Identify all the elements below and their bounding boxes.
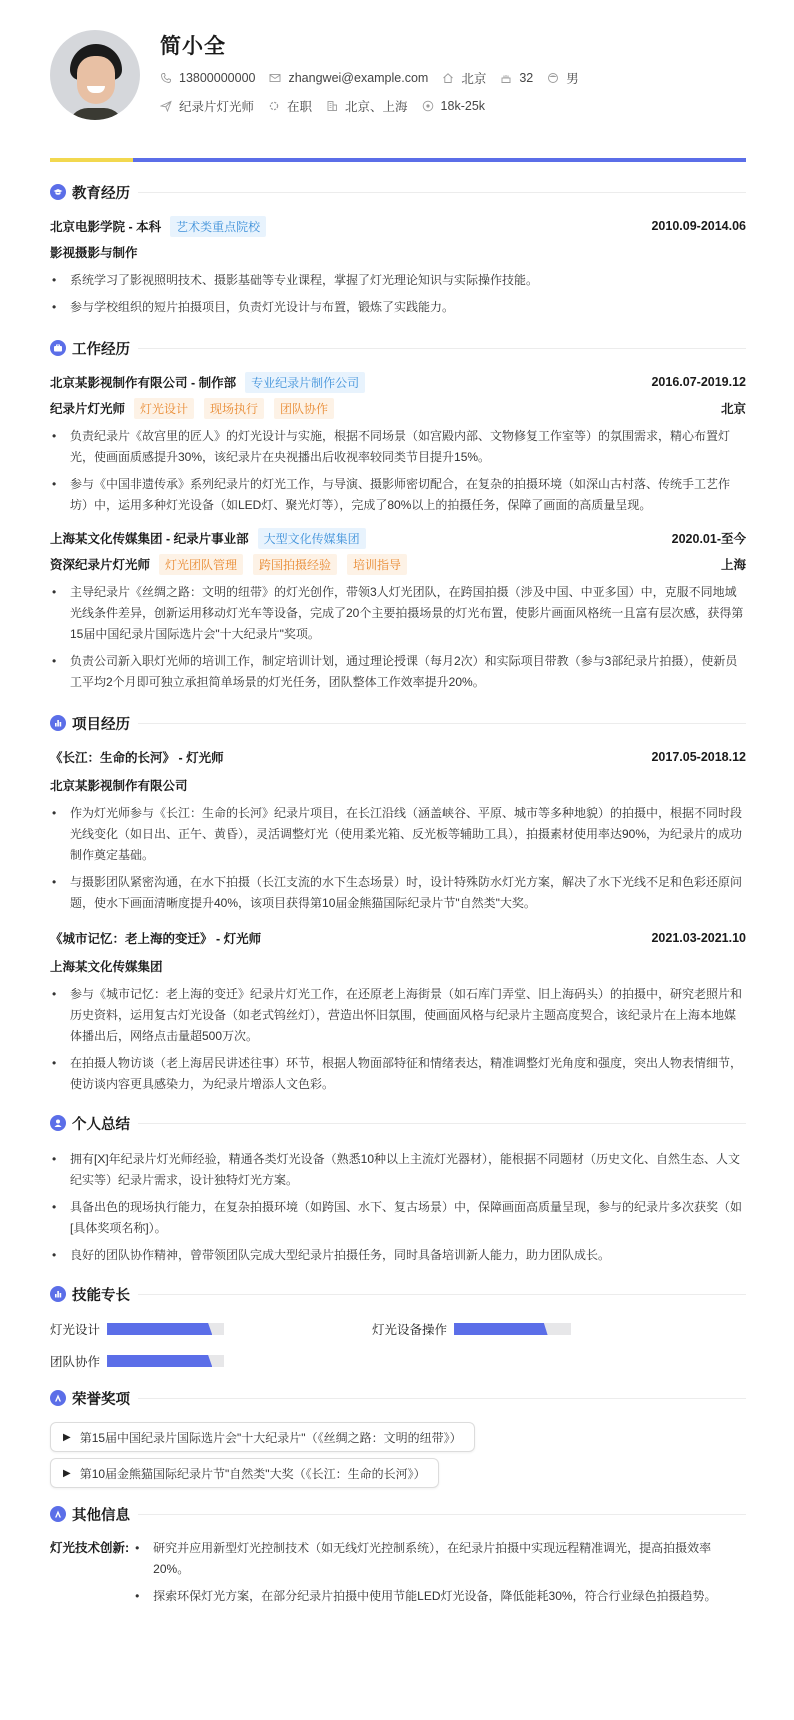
building-icon (326, 100, 338, 112)
profile-info (160, 28, 593, 114)
company-tag: 专业纪录片制作公司 (245, 372, 365, 393)
award-icon (50, 1390, 66, 1406)
meta-location: 北京 (442, 69, 486, 87)
briefcase-icon (50, 340, 66, 356)
project-date: 2021.03-2021.10 (651, 931, 746, 945)
section-header: 技能专长 (50, 1284, 746, 1304)
triangle-right-icon: ▶ (63, 1467, 71, 1479)
project-org: 上海某文化传媒集团 (50, 960, 163, 974)
company-tag: 大型文化传媒集团 (258, 528, 366, 549)
job-role: 资深纪录片灯光师 (50, 558, 151, 572)
school-name: 北京电影学院 - 本科 (50, 220, 162, 234)
project-name: 《长江：生命的长河》 - 灯光师 (50, 751, 224, 765)
skill-bar (107, 1355, 224, 1367)
job-city: 上海 (720, 558, 746, 572)
award-item[interactable]: ▶ 第15届中国纪录片国际选片会"十大纪录片"（《丝绸之路：文明的纽带》） (50, 1422, 475, 1452)
job-city: 北京 (720, 402, 746, 416)
skill-tag: 灯光设计 (134, 398, 194, 419)
list-item: • 探索环保灯光方案，在部分纪录片拍摄中使用节能LED灯光设备，降低能耗30%，符合行业绿色拍摄趋势。 (133, 1586, 746, 1607)
job-date: 2020.01-至今 (671, 532, 746, 546)
mail-icon (269, 72, 281, 84)
job-date: 2016.07-2019.12 (651, 375, 746, 389)
meta-phone: 13800000000 (160, 71, 255, 85)
skill-tag: 灯光团队管理 (159, 554, 243, 575)
project-bullets (50, 984, 746, 1095)
list-item: • 良好的团队协作精神，曾带领团队完成大型纪录片拍摄任务，同时具备培训新人能力，助力团队成长。 (50, 1245, 746, 1266)
summary-section (50, 1113, 746, 1266)
skills-grid (50, 1320, 746, 1370)
skill-tag: 现场执行 (204, 398, 264, 419)
status-icon (268, 100, 280, 112)
bar-chart-icon (50, 715, 66, 731)
gender-icon (547, 72, 559, 84)
section-header: 其他信息 (50, 1504, 746, 1524)
job-entry (50, 528, 746, 693)
education-bullets (50, 270, 746, 318)
skill-tag: 团队协作 (274, 398, 334, 419)
other-section (50, 1504, 746, 1613)
list-item: • 拥有[X]年纪录片灯光师经验，精通各类灯光设备（熟悉10种以上主流灯光器材），能根据不同题材（历史文化、自然生态、人文纪实等）纪录片需求，设计独特灯光方案。 (50, 1149, 746, 1191)
coin-icon (422, 100, 434, 112)
info-icon (50, 1506, 66, 1522)
summary-bullets (50, 1149, 746, 1266)
job-bullets (50, 426, 746, 516)
company-name: 上海某文化传媒集团 - 纪录片事业部 (50, 532, 249, 546)
list-item: • 具备出色的现场执行能力，在复杂拍摄环境（如跨国、水下、复古场景）中，保障画面高质量呈现，参与的纪录片多次获奖（如[具体奖项名称]）。 (50, 1197, 746, 1239)
education-entry-header (50, 216, 746, 236)
other-label: 灯光技术创新: (50, 1541, 130, 1555)
section-header: 个人总结 (50, 1113, 746, 1133)
job-role: 纪录片灯光师 (50, 402, 126, 416)
list-item: • 主导纪录片《丝绸之路：文明的纽带》的灯光创作，带领3人灯光团队，在跨国拍摄（涉及中国、中亚多国）中，克服不同地域光线条件差异，创新运用移动灯光车等设备，完成了20个主要拍摄场景的灯光布置，使影片画面风格统一且富有层次感，获得第15届中国纪录片国际选片会"十大纪录片"奖项。 (50, 582, 746, 645)
meta-position: 纪录片灯光师 (160, 97, 254, 115)
job-intent-row (160, 98, 593, 114)
education-section (50, 182, 746, 318)
phone-icon (160, 72, 172, 84)
skill-tag: 跨国拍摄经验 (253, 554, 337, 575)
skill-item: 灯光设备操作 (372, 1320, 672, 1338)
awards-section (50, 1388, 746, 1488)
work-section (50, 338, 746, 693)
project-name: 《城市记忆：老上海的变迁》 - 灯光师 (50, 932, 262, 946)
section-header: 教育经历 (50, 182, 746, 202)
avatar (50, 30, 140, 120)
profile-header (50, 28, 746, 128)
list-item: • 研究并应用新型灯光控制技术（如无线灯光控制系统），在纪录片拍摄中实现远程精准调光，提高拍摄效率20%。 (133, 1538, 746, 1580)
graduation-cap-icon (50, 184, 66, 200)
profile-name: 简小全 (160, 35, 226, 58)
list-item: • 负责公司新入职灯光师的培训工作，制定培训计划，通过理论授课（每月2次）和实际项目带教（参与3部纪录片拍摄），使新员工平均2个月即可独立承担简单场景的灯光任务，团队整体工作效率提升20%。 (50, 651, 746, 693)
section-header: 工作经历 (50, 338, 746, 358)
job-bullets (50, 582, 746, 693)
company-name: 北京某影视制作有限公司 - 制作部 (50, 376, 237, 390)
header-divider (50, 158, 746, 162)
meta-gender: 男 (547, 69, 579, 87)
meta-age: 32 (500, 71, 533, 85)
send-icon (160, 100, 172, 112)
list-item: • 在拍摄人物访谈（老上海居民讲述往事）环节，根据人物面部特征和情绪表达，精准调整灯光角度和强度，突出人物表情细节，使访谈内容更具感染力，为纪录片增添人文色彩。 (50, 1053, 746, 1095)
project-entry (50, 747, 746, 914)
project-date: 2017.05-2018.12 (651, 750, 746, 764)
project-bullets (50, 803, 746, 914)
skill-bar (454, 1323, 571, 1335)
education-date: 2010.09-2014.06 (651, 219, 746, 233)
list-item: • 参与《中国非遗传承》系列纪录片的灯光工作，与导演、摄影师密切配合，在复杂的拍摄环境（如深山古村落、传统手工艺作坊）中，运用多种灯光设备（如LED灯、聚光灯等），完成了80%以上的拍摄任务，保障了画面的高质量呈现。 (50, 474, 746, 516)
home-icon (442, 72, 454, 84)
list-item: • 参与学校组织的短片拍摄项目，负责灯光设计与布置，锻炼了实践能力。 (50, 297, 746, 318)
cake-icon (500, 72, 512, 84)
school-tag: 艺术类重点院校 (170, 216, 266, 237)
list-item: • 与摄影团队紧密沟通，在水下拍摄（长江支流的水下生态场景）时，设计特殊防水灯光方案，解决了水下光线不足和色彩还原问题，使水下画面清晰度提升40%，该项目获得第10届金熊猫国际纪录片节"自然类"大奖。 (50, 872, 746, 914)
contact-row (160, 70, 593, 86)
major: 影视摄影与制作 (50, 246, 138, 260)
project-org: 北京某影视制作有限公司 (50, 779, 188, 793)
list-item: • 参与《城市记忆：老上海的变迁》纪录片灯光工作，在还原老上海街景（如石库门弄堂、旧上海码头）的拍摄中，研究老照片和历史资料，运用复古灯光设备（如老式钨丝灯），营造出怀旧氛围，使画面风格与纪录片主题高度契合，该纪录片在上海本地媒体播出后，网络点击量超500万次。 (50, 984, 746, 1047)
user-icon (50, 1115, 66, 1131)
meta-status: 在职 (268, 97, 312, 115)
award-item[interactable]: ▶ 第10届金熊猫国际纪录片节"自然类"大奖（《长江：生命的长河》） (50, 1458, 439, 1488)
skills-section (50, 1284, 746, 1370)
list-item: • 负责纪录片《故宫里的匠人》的灯光设计与实施，根据不同场景（如宫殿内部、文物修复工作室等）的氛围需求，精心布置灯光，使画面质感提升30%，该纪录片在央视播出后收视率较同类节目提升15%。 (50, 426, 746, 468)
section-header: 项目经历 (50, 713, 746, 733)
other-entry (50, 1538, 746, 1613)
meta-email: zhangwei@example.com (269, 71, 428, 85)
section-header: 荣誉奖项 (50, 1388, 746, 1408)
project-entry (50, 928, 746, 1095)
skill-bar (107, 1323, 224, 1335)
skill-item: 灯光设计 (50, 1320, 372, 1338)
skill-item: 团队协作 (50, 1352, 372, 1370)
meta-cities: 北京、上海 (326, 97, 408, 115)
other-bullets (133, 1538, 746, 1613)
bar-chart-icon (50, 1286, 66, 1302)
list-item: • 系统学习了影视照明技术、摄影基础等专业课程，掌握了灯光理论知识与实际操作技能。 (50, 270, 746, 291)
list-item: • 作为灯光师参与《长江：生命的长河》纪录片项目，在长江沿线（涵盖峡谷、平原、城市等多种地貌）的拍摄中，根据不同时段光线变化（如日出、正午、黄昏），灵活调整灯光（使用柔光箱、反光板等辅助工具），拍摄素材使用率达90%，为纪录片的成功制作奠定基础。 (50, 803, 746, 866)
meta-salary: 18k-25k (422, 99, 485, 113)
job-entry (50, 372, 746, 516)
skill-tag: 培训指导 (347, 554, 407, 575)
projects-section (50, 713, 746, 1095)
triangle-right-icon: ▶ (63, 1431, 71, 1443)
